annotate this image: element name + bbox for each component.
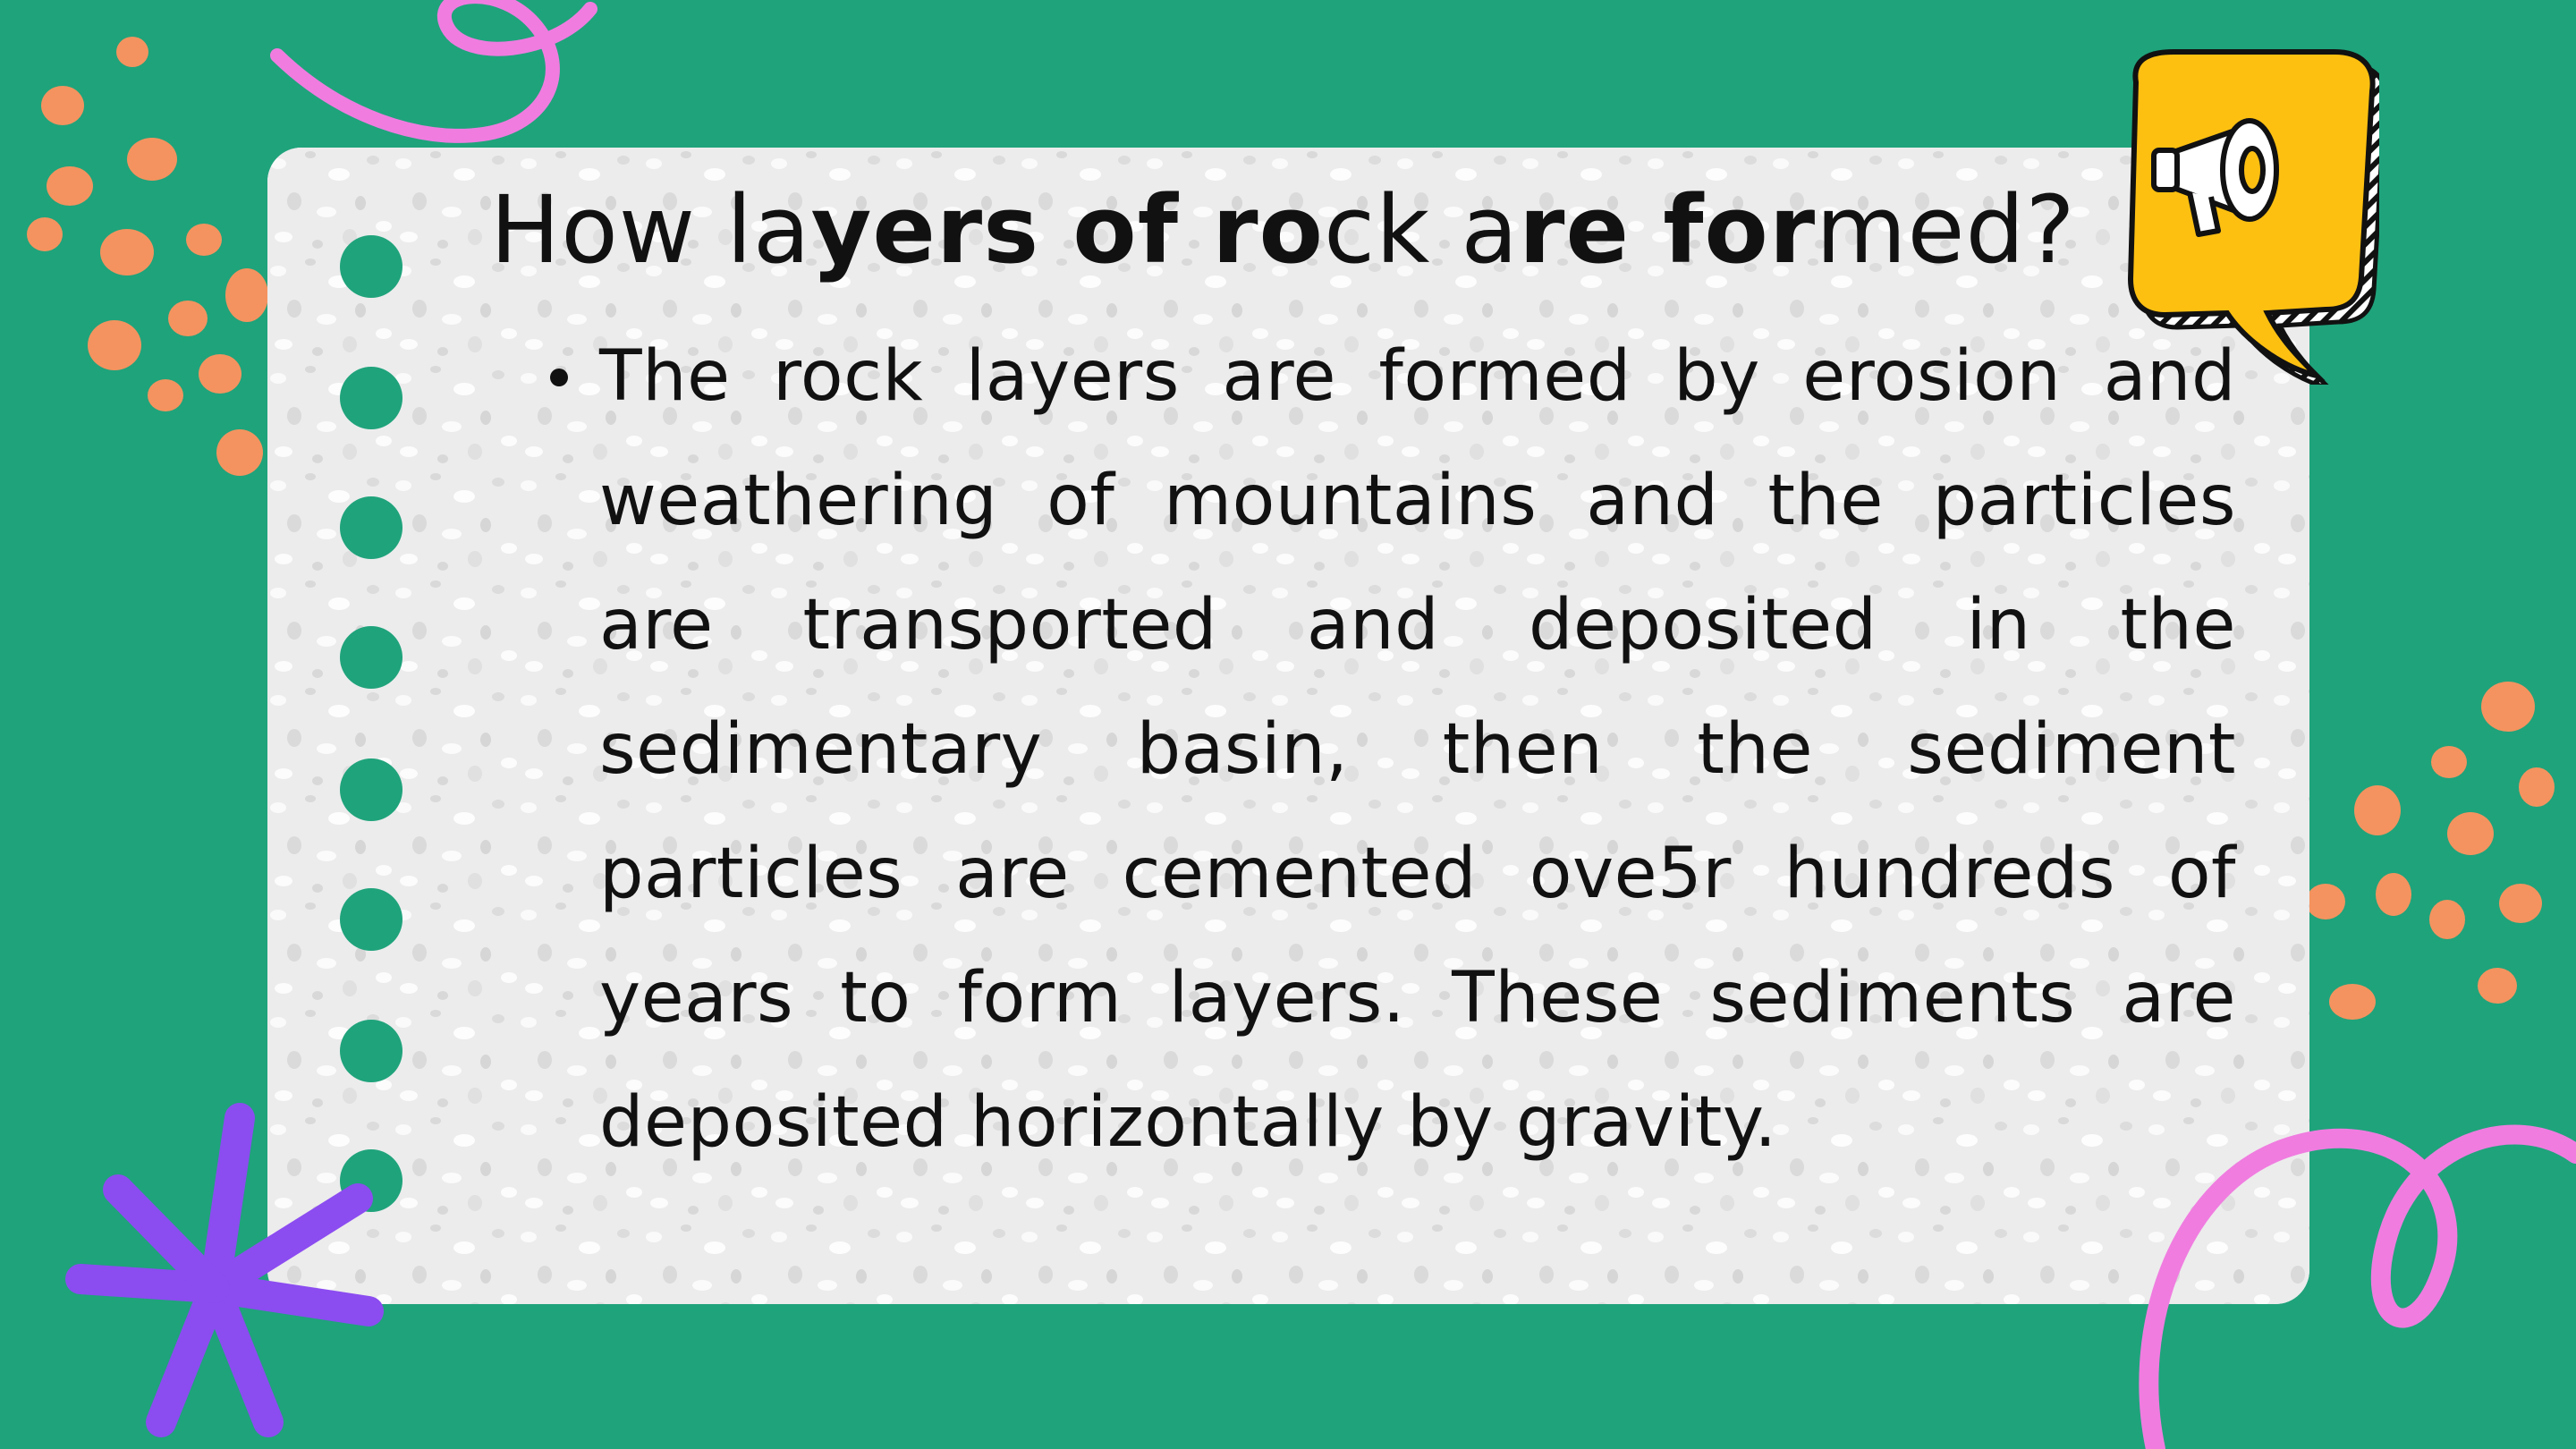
binding-hole xyxy=(340,1149,402,1212)
bullet-dot xyxy=(550,369,568,386)
binding-hole xyxy=(340,888,402,951)
binding-hole xyxy=(340,758,402,821)
title-part: How la xyxy=(490,175,811,284)
bullet-list xyxy=(537,315,2236,1185)
dot-cluster-right xyxy=(2306,682,2555,1020)
title-part: ck a xyxy=(1323,175,1520,284)
title-part: re for xyxy=(1519,175,1817,284)
binding-hole xyxy=(340,626,402,689)
squiggle-top xyxy=(277,0,590,136)
dot-cluster-left xyxy=(27,37,268,476)
bullet-item xyxy=(599,315,2236,1185)
title-part: yers of ro xyxy=(810,175,1324,284)
title-part: med? xyxy=(1816,175,2076,284)
binding-hole xyxy=(340,367,402,429)
bullet-text: The rock layers are formed by erosion and weathering of mountains and the particles are transported and deposited in the sedimentary basin, then the sediment particles are cemented ove5r hundreds of years to form layers. These sediments are deposited horizontally by gravity. xyxy=(599,336,2236,1163)
slide-title xyxy=(490,175,2190,284)
binding-hole xyxy=(340,496,402,559)
megaphone-badge xyxy=(2111,45,2379,385)
binding-hole xyxy=(340,1020,402,1082)
binding-hole xyxy=(340,235,402,298)
